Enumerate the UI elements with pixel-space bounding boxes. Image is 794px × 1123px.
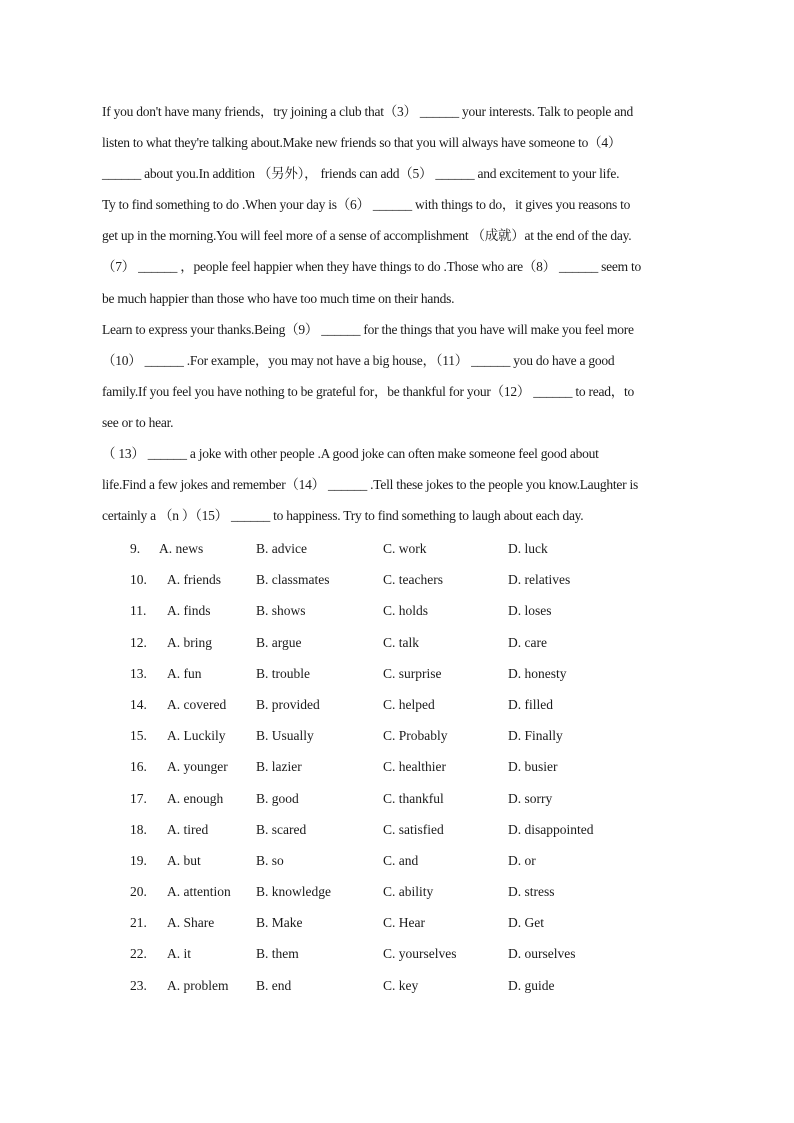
option-c: C. teachers [383, 572, 443, 588]
question-row [0, 568, 794, 599]
answer-options [0, 537, 794, 1005]
option-b: B. good [256, 790, 299, 806]
passage-line: ______ about you.In addition （另外）， friends can add（5） ______ and excitement to your life. [102, 166, 620, 182]
option-b: B. lazier [256, 759, 302, 775]
question-row [0, 599, 794, 630]
passage-line: （ 13） ______ a joke with other people .A good joke can often make someone feel good about [102, 446, 599, 462]
question-number: 11. [130, 603, 147, 619]
option-c: C. work [383, 541, 427, 556]
option-b: B. provided [256, 696, 320, 712]
option-a: A. finds [167, 603, 211, 619]
question-number: 20. [130, 884, 147, 900]
question-number: 12. [130, 634, 147, 650]
question-number: 17. [130, 790, 147, 806]
question-number: 15. [130, 728, 147, 744]
passage-line: （10） ______ .For example，you may not have a big house，（11） ______ you do have a good [102, 352, 615, 368]
option-b: B. shows [256, 603, 306, 619]
option-d: D. loses [508, 603, 552, 619]
option-b: B. classmates [256, 572, 330, 588]
question-row [0, 942, 794, 973]
question-row [0, 693, 794, 724]
question-row [0, 974, 794, 1005]
option-d: D. or [508, 852, 536, 868]
option-c: C. and [383, 852, 419, 868]
option-c: C. key [383, 977, 419, 993]
passage-line: （7） ______ ，people feel happier when they have things to do .Those who are（8） ______ seem to [102, 259, 642, 275]
option-d: D. busier [508, 759, 558, 775]
question-number: 19. [130, 852, 147, 868]
option-a: A. Luckily [167, 728, 226, 744]
question-row [0, 537, 794, 568]
option-c: C. surprise [383, 665, 442, 681]
passage-line: get up in the morning.You will feel more of a sense of accomplishment （成就）at the end of the day. [102, 228, 632, 244]
option-a: A. Share [167, 915, 215, 931]
option-d: D. sorry [508, 790, 553, 806]
passage-line: Ty to find something to do .When your day is（6） ______ with things to do，it gives you reasons to [102, 197, 631, 213]
option-c: C. yourselves [383, 946, 457, 962]
option-b: B. Make [256, 915, 303, 931]
option-a: A. bring [167, 634, 212, 650]
passage-line: life.Find a few jokes and remember（14） ______ .Tell these jokes to the people you know.Laughter is [102, 477, 639, 493]
question-row [0, 755, 794, 786]
option-a: A. enough [167, 790, 224, 806]
option-b: B. trouble [256, 665, 310, 681]
option-d: D. Get [508, 915, 544, 931]
option-c: C. thankful [383, 790, 444, 806]
option-d: D. guide [508, 977, 555, 993]
option-d: D. care [508, 634, 547, 650]
passage-line: certainly a （n ）（15） ______ to happiness. Try to find something to laugh about each day. [102, 508, 584, 524]
option-d: D. honesty [508, 665, 567, 681]
option-d: D. relatives [508, 572, 571, 588]
option-c: C. healthier [383, 759, 446, 775]
passage-line: see or to hear. [102, 414, 174, 430]
option-a: A. covered [167, 696, 227, 712]
option-c: C. helped [383, 696, 435, 712]
option-a: A. problem [167, 977, 229, 993]
option-d: D. stress [508, 884, 555, 900]
option-c: C. Probably [383, 728, 448, 744]
passage-line: Learn to express your thanks.Being（9） ______ for the things that you have will make you feel more [102, 321, 634, 337]
option-d: D. luck [508, 541, 548, 556]
option-a: A. tired [167, 821, 209, 837]
question-row [0, 724, 794, 755]
option-d: D. Finally [508, 728, 563, 744]
option-b: B. end [256, 977, 292, 993]
question-number: 16. [130, 759, 147, 775]
passage-line: be much happier than those who have too much time on their hands. [102, 290, 455, 306]
option-b: B. them [256, 946, 299, 962]
option-a: A. fun [167, 665, 202, 681]
passage-line: listen to what they're talking about.Make new friends so that you will always have someone to（4） [102, 135, 622, 151]
question-number: 14. [130, 696, 147, 712]
option-b: B. Usually [256, 728, 314, 744]
question-row [0, 849, 794, 880]
option-a: A. attention [167, 884, 231, 900]
option-a: A. news [159, 541, 204, 556]
passage-line: family.If you feel you have nothing to be grateful for，be thankful for your（12） ______ to read，to [102, 383, 634, 399]
option-b: B. so [256, 852, 284, 868]
option-c: C. satisfied [383, 821, 444, 837]
question-number: 13. [130, 665, 147, 681]
question-number: 18. [130, 821, 147, 837]
question-row [0, 662, 794, 693]
option-b: B. advice [256, 541, 307, 556]
cloze-passage [102, 100, 702, 535]
option-b: B. scared [256, 821, 307, 837]
option-c: C. ability [383, 884, 434, 900]
option-c: C. Hear [383, 915, 425, 931]
passage-line: If you don't have many friends，try joining a club that（3） ______ your interests. Talk to people and [102, 104, 634, 119]
question-row [0, 911, 794, 942]
question-row [0, 818, 794, 849]
option-a: A. friends [167, 572, 221, 588]
option-d: D. disappointed [508, 821, 594, 837]
question-row [0, 631, 794, 662]
option-a: A. younger [167, 759, 228, 775]
question-number: 9. [130, 541, 141, 556]
question-row [0, 880, 794, 911]
option-d: D. ourselves [508, 946, 576, 962]
option-c: C. talk [383, 634, 419, 650]
question-row [0, 787, 794, 818]
option-a: A. but [167, 852, 201, 868]
option-b: B. argue [256, 634, 302, 650]
option-a: A. it [167, 946, 192, 962]
option-b: B. knowledge [256, 884, 331, 900]
question-number: 22. [130, 946, 147, 962]
question-number: 21. [130, 915, 147, 931]
option-d: D. filled [508, 696, 553, 712]
option-c: C. holds [383, 603, 429, 619]
question-number: 23. [130, 977, 147, 993]
question-number: 10. [130, 572, 147, 588]
